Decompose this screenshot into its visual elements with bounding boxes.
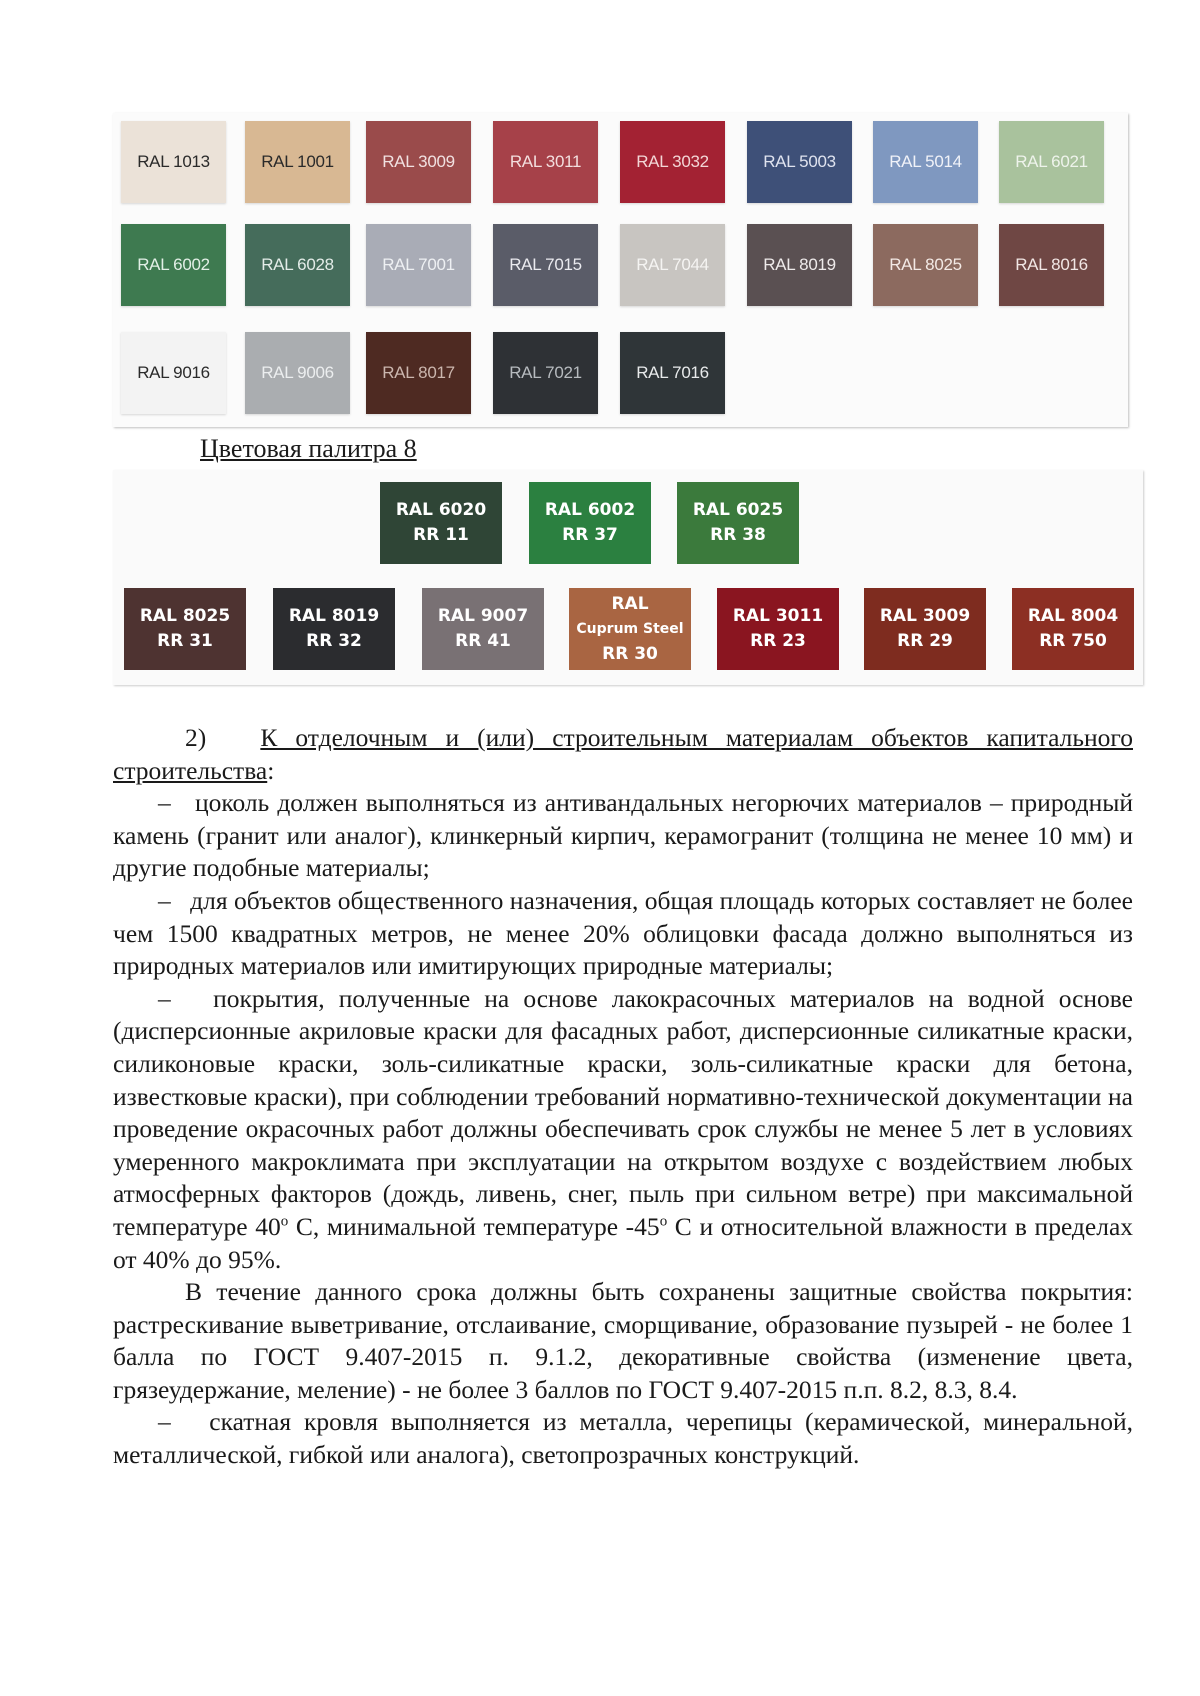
bullet-plinth xyxy=(113,787,1133,885)
swatch-label-line2: RR 31 xyxy=(157,631,213,651)
color-swatch: RAL 5003 xyxy=(747,121,852,203)
bullet-roof xyxy=(113,1406,1133,1471)
swatch-label-line1: RAL 8025 xyxy=(139,606,231,626)
color-swatch xyxy=(124,588,246,670)
color-palette-8 xyxy=(113,470,1143,685)
bullet-text: скатная кровля выполняется из металла, черепицы (керамической, минеральной, металлической, гибкой или аналога), светопрозрачных конструкций. xyxy=(113,1407,1133,1470)
color-swatch: RAL 9016 xyxy=(121,332,226,414)
swatch-label-line2: RR 41 xyxy=(455,631,511,651)
bullet-dash: – xyxy=(158,885,171,915)
color-swatch xyxy=(1012,588,1134,670)
color-swatch: RAL 3009 xyxy=(366,121,471,203)
degree-sign: o xyxy=(280,1213,289,1230)
bullet-text: покрытия, полученные на основе лакокрасочных материалов на водной основе (дисперсионные акриловые краски для фасадных работ, дисперсионные силикатные краски, силиконовые краски, золь-силикатные краски, золь-силикатные краски для бетона, известковые краски), при соблюдении требований нормативно-технической документации на проведение окрасочных работ должны обеспечивать срок службы не менее 5 лет в условиях умеренного макроклимата при эксплуатации на открытом воздухе с воздействием любых атмосферных факторов (дождь, ливень, снег, пыль при сильном ветре) при максимальной температуре 40 xyxy=(113,983,1134,1241)
color-swatch: RAL 7044 xyxy=(620,224,725,306)
swatch-label-line3: RR 30 xyxy=(602,643,658,664)
bullet-text-cont: С, минимальной температуре -45 xyxy=(288,1211,660,1241)
swatch-label-line2: RR 32 xyxy=(306,631,362,651)
swatch-label-line2: Cuprum Steel xyxy=(576,620,684,637)
swatch-label-line2: RR 23 xyxy=(750,631,806,651)
color-swatch: RAL 8025 xyxy=(873,224,978,306)
color-swatch: RAL 7016 xyxy=(620,332,725,414)
color-swatch: RAL 8019 xyxy=(747,224,852,306)
color-swatch: RAL 3032 xyxy=(620,121,725,203)
color-swatch: RAL 7015 xyxy=(493,224,598,306)
item-heading: К отделочным и (или) строительным материалам объектов капитального строительства xyxy=(113,723,1133,785)
swatch-label-line2: RR 29 xyxy=(897,631,953,651)
color-swatch: RAL 8016 xyxy=(999,224,1104,306)
color-swatch: RAL 6021 xyxy=(999,121,1104,203)
color-swatch xyxy=(273,588,395,670)
bullet-public-buildings xyxy=(113,885,1133,983)
bullet-text-end: С и относительной влажности в пределах от 40% до 95%. xyxy=(113,1211,1134,1274)
swatch-label-line1: RAL 8019 xyxy=(288,606,380,626)
color-swatch: RAL 1001 xyxy=(245,121,350,203)
bullet-dash: – xyxy=(158,1407,171,1437)
color-swatch: RAL 8017 xyxy=(366,332,471,414)
swatch-label-line1: RAL 6002 xyxy=(544,500,636,520)
swatch-label-line1: RAL 6020 xyxy=(395,500,487,520)
color-swatch xyxy=(717,588,839,670)
color-swatch: RAL 3011 xyxy=(493,121,598,203)
bullet-text: цоколь должен выполняться из антивандальных негорючих материалов – природный камень (гранит или аналог), клинкерный кирпич, керамогранит (толщина не менее 10 мм) и другие подобные материалы; xyxy=(113,788,1133,883)
color-swatch: RAL 7021 xyxy=(493,332,598,414)
swatch-label-line1: RAL 3011 xyxy=(732,606,824,626)
swatch-label-line2: RR 37 xyxy=(562,525,618,545)
bullet-dash: – xyxy=(158,788,171,818)
color-swatch xyxy=(422,588,544,670)
swatch-label-line1: RAL 6025 xyxy=(692,500,784,520)
item-number: 2) xyxy=(185,723,207,752)
color-swatch: RAL 7001 xyxy=(366,224,471,306)
color-swatch xyxy=(864,588,986,670)
color-swatch: RAL 9006 xyxy=(245,332,350,414)
color-swatch xyxy=(569,588,691,670)
color-palette-ral xyxy=(113,113,1128,427)
color-swatch xyxy=(677,482,799,564)
bullet-dash: – xyxy=(158,983,171,1013)
bullet-text: для объектов общественного назначения, общая площадь которых составляет не более чем 1500 квадратных метров, не менее 20% облицовки фасада должно выполняться из природных материалов или имитирующих природные материалы; xyxy=(113,885,1133,981)
color-swatch xyxy=(380,482,502,564)
bullet-coatings xyxy=(113,983,1133,1276)
swatch-label-line1: RAL xyxy=(611,593,649,614)
swatch-label-line2: RR 38 xyxy=(710,525,766,545)
color-swatch xyxy=(529,482,651,564)
palette-caption: Цветовая палитра 8 xyxy=(200,434,417,463)
swatch-label-line1: RAL 8004 xyxy=(1027,606,1119,626)
heading-colon: : xyxy=(267,755,275,785)
color-swatch: RAL 6028 xyxy=(245,224,350,306)
swatch-label-line2: RR 750 xyxy=(1039,631,1107,651)
swatch-label-line2: RR 11 xyxy=(413,525,469,545)
color-swatch: RAL 6002 xyxy=(121,224,226,306)
item-2-heading xyxy=(113,722,1133,787)
color-swatch: RAL 5014 xyxy=(873,121,978,203)
service-life-paragraph: В течение данного срока должны быть сохранены защитные свойства покрытия: растрескивание выветривание, отслаивание, сморщивание, образование пузырей - не более 1 балла по ГОСТ 9.407-2015 п. 9.1.2, декоративные свойства (изменение цвета, грязеудержание, меление) - не более 3 баллов по ГОСТ 9.407-2015 п.п. 8.2, 8.3, 8.4. xyxy=(113,1277,1133,1404)
requirements-text xyxy=(113,722,1133,1472)
swatch-label-line1: RAL 9007 xyxy=(437,606,529,626)
swatch-label-line1: RAL 3009 xyxy=(879,606,971,626)
color-swatch: RAL 1013 xyxy=(121,121,226,203)
degree-sign: o xyxy=(659,1213,668,1230)
